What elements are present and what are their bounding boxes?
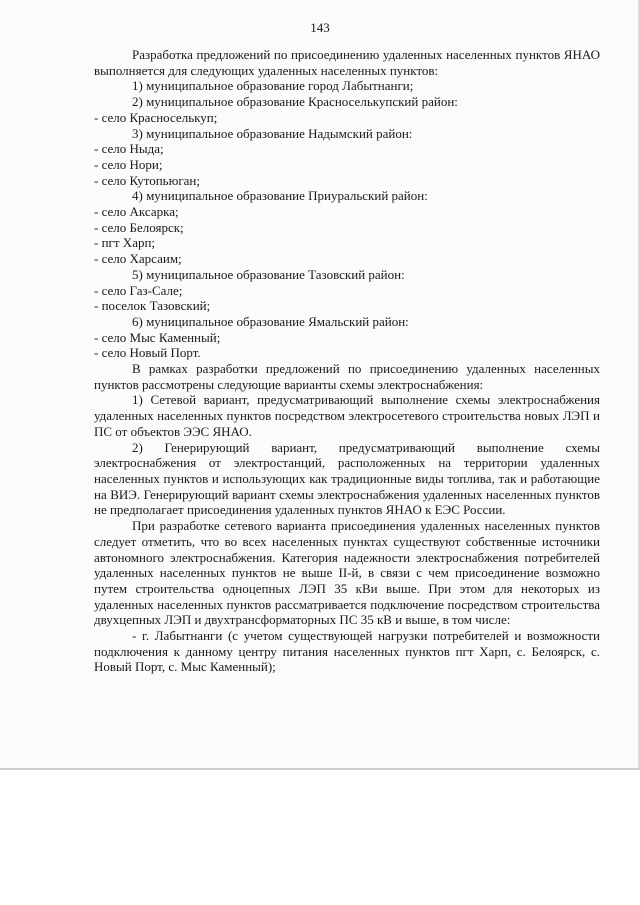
municipality-item: 2) муниципальное образование Красноселькупский район:: [132, 94, 458, 110]
settlement-item: - село Нори;: [94, 156, 163, 172]
municipality-item: 5) муниципальное образование Тазовский район:: [132, 266, 405, 282]
settlement-item: - село Аксарка;: [94, 204, 179, 220]
settlement-item: - село Кутопьюган;: [94, 172, 200, 188]
municipality-item: 3) муниципальное образование Надымский район:: [132, 125, 413, 141]
settlement-item: - село Газ-Сале;: [94, 282, 183, 298]
municipality-item: 4) муниципальное образование Приуральский район:: [132, 188, 428, 204]
settlement-item: - село Харсаим;: [94, 251, 182, 267]
municipality-item: 6) муниципальное образование Ямальский район:: [132, 313, 409, 329]
settlement-item: - село Красноселькуп;: [94, 109, 218, 125]
network-variant-paragraph: При разработке сетевого варианта присоединения удаленных населенных пунктов следует отметить, что во всех населенных пунктах существуют собственные источники автономного электроснабжения. Категория надежности электроснабжения потребителей удаленных населенных пунктов не выше II-й, в связи с чем присоединение возможно путем строительства одноцепных ЛЭП 35 кВи выше. При этом для некоторых из удаленных населенных пунктов рассматривается подключение посредством строительства двухцепных ЛЭП и двухтрансформаторных ПС 35 кВ и выше, в том числе:: [94, 518, 600, 628]
variants-intro-paragraph: В рамках разработки предложений по присоединению удаленных населенных пунктов рассмотрены следующие варианты схемы электроснабжения:: [94, 361, 600, 392]
document-body: [94, 47, 600, 675]
settlement-item: - поселок Тазовский;: [94, 298, 211, 314]
variant-1-paragraph: 1) Сетевой вариант, предусматривающий выполнение схемы электроснабжения удаленных населенных пунктов посредством электросетевого строительства новых ЛЭП и ПС от объектов ЭЭС ЯНАО.: [94, 392, 600, 439]
settlement-item: - село Мыс Каменный;: [94, 329, 221, 345]
intro-paragraph: Разработка предложений по присоединению удаленных населенных пунктов ЯНАО выполняется для следующих удаленных населенных пунктов:: [94, 47, 600, 78]
settlement-item: - село Белоярск;: [94, 219, 184, 235]
labytnangi-item: - г. Лабытнанги (с учетом существующей нагрузки потребителей и возможности подключения к данному центру питания населенных пунктов пгт Харп, с. Белоярск, с. Новый Порт, с. Мыс Каменный);: [94, 628, 600, 675]
blank-area: [0, 770, 640, 905]
page-number: 143: [310, 20, 330, 35]
settlement-item: - пгт Харп;: [94, 235, 156, 251]
settlement-item: - село Новый Порт.: [94, 345, 201, 361]
variant-2-paragraph: 2) Генерирующий вариант, предусматривающий выполнение схемы электроснабжения от электростанций, расположенных на территории удаленных населенных пунктов и использующих как традиционные виды топлива, так и работающие на ВИЭ. Генерирующий вариант схемы электроснабжения удаленных населенных пунктов не предполагает присоединения удаленных пунктов ЯНАО к ЕЭС России.: [94, 439, 600, 518]
settlement-list: [94, 78, 600, 361]
settlement-item: - село Ныда;: [94, 141, 164, 157]
municipality-item: 1) муниципальное образование город Лабытнанги;: [132, 78, 414, 94]
